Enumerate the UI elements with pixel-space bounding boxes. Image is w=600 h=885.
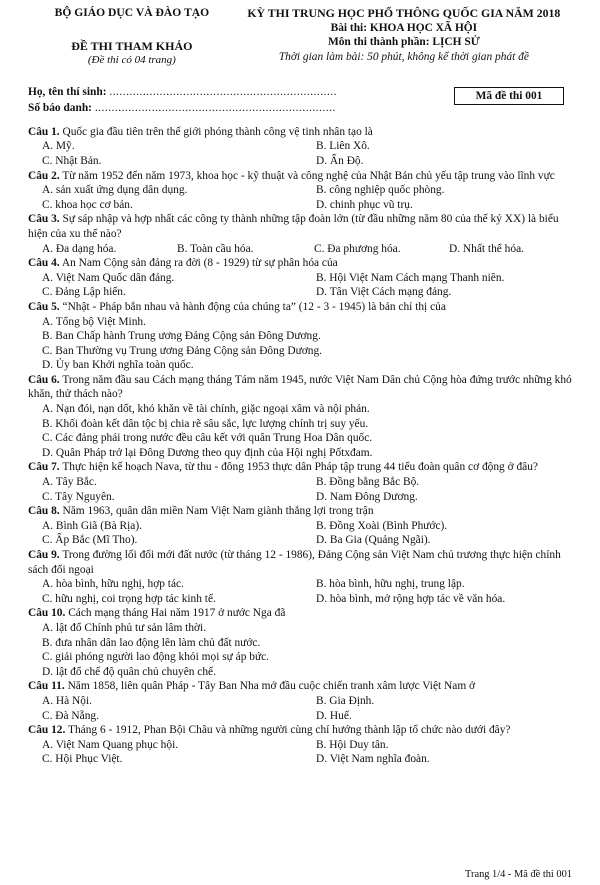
question-list (28, 125, 572, 767)
answer-option-c: C. giải phóng người lao động khỏi mọi sự áp bức. (42, 651, 270, 664)
candidate-info (28, 84, 572, 116)
question-12 (28, 723, 572, 767)
question-number: Câu 3. (28, 213, 60, 226)
answer-options (28, 139, 572, 168)
answer-option-a: A. Tây Bắc. (42, 476, 97, 489)
question-stem (28, 460, 572, 475)
page-footer: Trang 1/4 - Mã đề thi 001 (465, 869, 572, 880)
question-stem (28, 606, 572, 621)
question-stem (28, 300, 572, 315)
page-count-note: (Đề thi có 04 trang) (87, 54, 176, 67)
question-stem (28, 169, 572, 184)
answer-option-a: A. lật đổ Chính phủ tư sản lâm thời. (42, 621, 207, 634)
answer-option-d: D. Quân Pháp trở lại Đông Dương theo quy định của Hội nghị Pốtxđam. (42, 446, 373, 459)
question-text: “Nhật - Pháp bắn nhau và hành động của chúng ta” (12 - 3 - 1945) là bản chỉ thị của (62, 300, 446, 313)
question-text: Quốc gia đầu tiên trên thế giới phóng thành công vệ tinh nhân tạo là (62, 125, 373, 138)
answer-option-d: D. chinh phục vũ trụ. (316, 198, 413, 211)
answer-option-a: A. Mỹ. (42, 140, 75, 153)
answer-options (28, 183, 572, 212)
candidate-fields (28, 84, 337, 116)
answer-options (28, 271, 572, 300)
answer-options (28, 738, 572, 767)
answer-option-d: D. Ba Gia (Quảng Ngãi). (316, 534, 431, 547)
question-text: Thực hiện kế hoạch Nava, từ thu - đông 1953 thực dân Pháp tập trung 44 tiểu đoàn quân cơ động ở đâu? (62, 461, 538, 474)
question-stem (28, 504, 572, 519)
answer-option-b: B. Đồng bằng Bắc Bộ. (316, 476, 420, 489)
question-7 (28, 460, 572, 504)
answer-option-c: C. Đa phương hóa. (314, 242, 401, 255)
answer-options (28, 621, 572, 679)
question-text: An Nam Cộng sản đảng ra đời (8 - 1929) từ sự phân hóa của (61, 257, 338, 270)
reference-title: ĐỀ THI THAM KHẢO (71, 38, 193, 53)
answer-option-c: C. Ban Thường vụ Trung ương Đảng Cộng sản Đông Dương. (42, 344, 323, 357)
header-right (236, 6, 572, 68)
answer-option-d: D. Nam Đông Dương. (316, 490, 418, 503)
question-number: Câu 7. (28, 461, 60, 474)
answer-option-b: B. Toàn cầu hóa. (177, 242, 254, 255)
question-number: Câu 8. (28, 505, 60, 518)
candidate-name-label: Họ, tên thí sinh: (28, 85, 107, 98)
question-text: Năm 1963, quân dân miền Nam Việt Nam giành thắng lợi trong trận (62, 505, 374, 518)
question-2 (28, 169, 572, 213)
answer-option-c: C. Đảng Lập hiến. (42, 286, 126, 299)
exam-code-box: Mã đề thi 001 (454, 87, 564, 105)
question-10 (28, 606, 572, 679)
answer-option-c: C. Hội Phục Việt. (42, 753, 123, 766)
answer-option-a: A. Nạn đói, nạn dốt, khó khăn về tài chính, giặc ngoại xâm và nội phản. (42, 403, 370, 416)
question-number: Câu 10. (28, 607, 66, 620)
question-6 (28, 373, 572, 461)
header-left (28, 6, 236, 68)
question-8 (28, 504, 572, 548)
question-3 (28, 212, 572, 256)
candidate-name-blank: .................................................................... (109, 85, 337, 98)
question-stem (28, 548, 572, 577)
question-stem (28, 125, 572, 140)
question-number: Câu 11. (28, 680, 65, 693)
question-5 (28, 300, 572, 373)
answer-option-b: B. đưa nhân dân lao động lên làm chủ đất nước. (42, 636, 261, 649)
question-11 (28, 679, 572, 723)
answer-option-b: B. Liên Xô. (316, 140, 370, 153)
answer-option-d: D. Nhất thể hóa. (449, 242, 524, 255)
answer-option-b: B. Ban Chấp hành Trung ương Đảng Cộng sản Đông Dương. (42, 330, 321, 343)
candidate-id-label: Số báo danh: (28, 101, 92, 114)
answer-options (28, 519, 572, 548)
answer-option-c: C. hữu nghị, coi trọng hợp tác kinh tế. (42, 592, 216, 605)
answer-option-b: B. Hội Việt Nam Cách mạng Thanh niên. (316, 271, 505, 284)
answer-option-b: B. hòa bình, hữu nghị, trung lập. (316, 578, 465, 591)
question-number: Câu 5. (28, 300, 60, 313)
question-4 (28, 256, 572, 300)
question-number: Câu 4. (28, 257, 60, 270)
candidate-id-line (28, 100, 337, 116)
answer-option-b: B. Khối đoàn kết dân tộc bị chia rẽ sâu sắc, lực lượng chính trị suy yếu. (42, 417, 369, 430)
question-text: Trong đường lối đổi mới đất nước (từ tháng 12 - 1986), Đảng Cộng sản Việt Nam chủ trương thực hiện chính sách đối ngoại (28, 549, 561, 576)
question-number: Câu 2. (28, 169, 60, 182)
question-stem (28, 212, 572, 241)
question-stem (28, 679, 572, 694)
question-9 (28, 548, 572, 606)
question-text: Từ năm 1952 đến năm 1973, khoa học - kỹ thuật và công nghệ của Nhật Bản chủ yếu tập trung vào lĩnh vực (62, 169, 555, 182)
answer-option-a: A. sản xuất ứng dụng dân dụng. (42, 184, 188, 197)
answer-option-a: A. Hà Nội. (42, 694, 92, 707)
answer-option-c: C. Nhật Bản. (42, 154, 102, 167)
question-text: Năm 1858, liên quân Pháp - Tây Ban Nha mở đầu cuộc chiến tranh xâm lược Việt Nam ở (67, 680, 476, 693)
answer-option-a: A. Bình Giã (Bà Rịa). (42, 519, 142, 532)
question-number: Câu 6. (28, 373, 60, 386)
answer-option-d: D. Ủy ban Khởi nghĩa toàn quốc. (42, 359, 194, 372)
answer-option-a: A. Việt Nam Quang phục hội. (42, 738, 179, 751)
question-text: Trong năm đầu sau Cách mạng tháng Tám năm 1945, nước Việt Nam Dân chủ Cộng hòa đứng trước những khó khăn, thử thách nào? (28, 373, 572, 401)
answer-option-d: D. Ấn Độ. (316, 154, 364, 167)
subject-name: Môn thi thành phần: LỊCH SỬ (327, 36, 480, 49)
answer-option-a: A. Tổng bộ Việt Minh. (42, 315, 146, 328)
answer-option-a: A. Việt Nam Quốc dân đảng. (42, 271, 175, 284)
answer-option-b: B. công nghiệp quốc phòng. (316, 184, 445, 197)
question-stem (28, 723, 572, 738)
answer-option-b: B. Đồng Xoài (Bình Phước). (316, 519, 448, 532)
question-stem (28, 256, 572, 271)
answer-option-d: D. lật đổ chế độ quân chủ chuyên chế. (42, 665, 216, 678)
answer-option-c: C. Đà Nẵng. (42, 709, 99, 722)
answer-options (28, 315, 572, 373)
question-stem (28, 373, 572, 402)
answer-option-a: A. hòa bình, hữu nghị, hợp tác. (42, 578, 184, 591)
answer-options (28, 402, 572, 460)
question-number: Câu 9. (28, 549, 60, 561)
answer-option-c: C. Ấp Bắc (Mĩ Tho). (42, 534, 138, 547)
answer-option-d: D. Huế. (316, 709, 352, 722)
answer-options (28, 694, 572, 723)
time-limit: Thời gian làm bài: 50 phút, không kể thời gian phát đề (278, 50, 529, 63)
question-text: Tháng 6 - 1912, Phan Bội Châu và những người cùng chí hướng thành lập tổ chức nào dưới đây? (68, 724, 511, 737)
exam-header (28, 6, 572, 68)
answer-options (28, 475, 572, 504)
answer-option-a: A. Đa dạng hóa. (42, 242, 117, 255)
answer-options (28, 242, 572, 257)
candidate-id-blank: ........................................................................ (94, 101, 336, 114)
exam-title: KỲ THI TRUNG HỌC PHỔ THÔNG QUỐC GIA NĂM 2018 (247, 6, 561, 20)
question-1 (28, 125, 572, 169)
question-number: Câu 12. (28, 724, 66, 737)
test-name: Bài thi: KHOA HỌC XÃ HỘI (330, 21, 478, 34)
answer-option-d: D. hòa bình, mở rộng hợp tác về văn hóa. (316, 592, 506, 605)
question-text: Cách mạng tháng Hai năm 1917 ở nước Nga đã (68, 607, 286, 620)
answer-option-d: D. Việt Nam nghĩa đoàn. (316, 753, 430, 766)
ministry-name: BỘ GIÁO DỤC VÀ ĐÀO TẠO (54, 6, 210, 19)
answer-option-b: B. Hội Duy tân. (316, 738, 389, 751)
answer-options (28, 577, 572, 606)
candidate-name-line (28, 84, 337, 100)
answer-option-c: C. khoa học cơ bản. (42, 198, 133, 211)
answer-option-b: B. Gia Định. (316, 694, 375, 707)
question-number: Câu 1. (28, 125, 60, 138)
answer-option-c: C. Tây Nguyên. (42, 490, 115, 503)
question-text: Sự sáp nhập và hợp nhất các công ty thành những tập đoàn lớn (từ đầu những năm 80 của thế kỷ XX) là biểu hiện của xu thế nào? (28, 213, 559, 240)
answer-option-c: C. Các đảng phái trong nước đều câu kết với quân Trung Hoa Dân quốc. (42, 432, 373, 445)
answer-option-d: D. Tân Việt Cách mạng đảng. (316, 286, 452, 299)
